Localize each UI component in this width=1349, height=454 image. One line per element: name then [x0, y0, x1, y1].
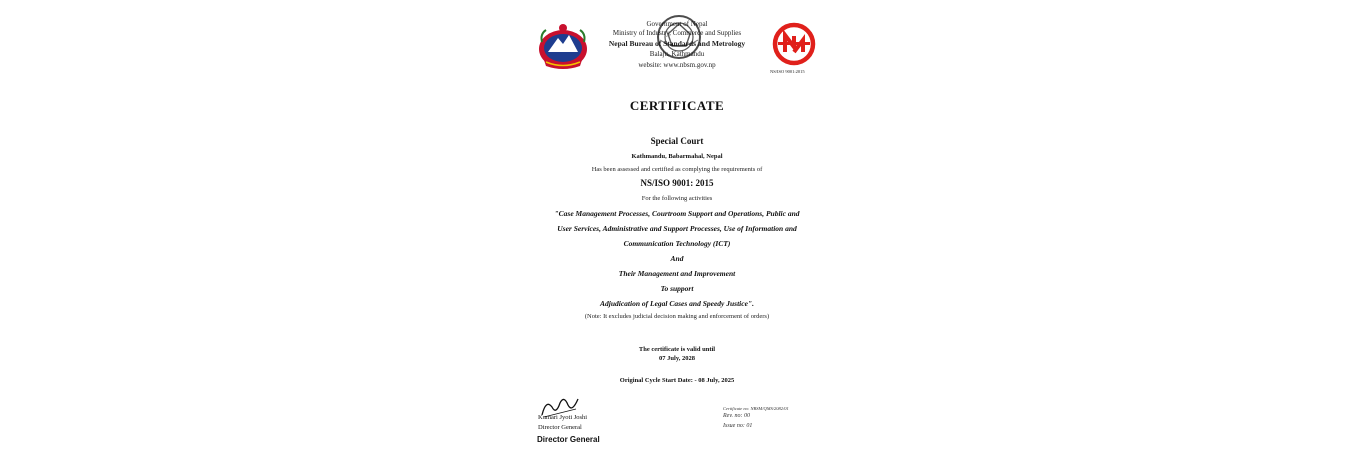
- header-line-address: Balaju, Kathmandu: [649, 50, 705, 58]
- signatory-title: Director General: [538, 424, 582, 431]
- signatory-name: Kumari Jyoti Joshi: [538, 414, 588, 421]
- activity-line: And: [670, 254, 684, 263]
- nbsm-logo-caption: NS/ISO 9001:2015: [770, 69, 805, 74]
- certificate-page: [522, 0, 832, 454]
- activity-line: User Services, Administrative and Support Processes, Use of Information and: [557, 224, 797, 233]
- header-line-bureau: Nepal Bureau of Standards and Metrology: [608, 39, 746, 48]
- activities-intro: For the following activities: [641, 195, 713, 202]
- organization-name: Special Court: [650, 136, 704, 146]
- assessed-statement: Has been assessed and certified as complying the requirements of: [591, 166, 763, 173]
- standard-name: NS/ISO 9001: 2015: [640, 178, 714, 188]
- activity-line: To support: [660, 284, 694, 293]
- scope-note: (Note: It excludes judicial decision making and enforcement of orders): [584, 313, 770, 320]
- header-website: website: www.nbsm.gov.np: [638, 61, 716, 69]
- director-general-stamp: Director General: [537, 435, 600, 444]
- activity-line: Communication Technology (ICT): [623, 239, 731, 248]
- header-line-ministry: Ministry of Industry, Commerce and Supplies: [612, 29, 742, 37]
- certificate-title: CERTIFICATE: [629, 98, 725, 113]
- activity-line: Their Management and Improvement: [618, 269, 736, 278]
- official-seal-icon: [650, 12, 708, 62]
- issue-number: Issue no: 01: [723, 423, 753, 429]
- organization-address: Kathmandu, Babarmahal, Nepal: [631, 153, 723, 160]
- activity-line: "Case Management Processes, Courtroom Support and Operations, Public and: [554, 209, 800, 218]
- validity-date: 07 July, 2028: [659, 355, 695, 362]
- revision-number: Rev. no: 00: [723, 413, 751, 419]
- original-cycle-date: Original Cycle Start Date: - 08 July, 2025: [619, 377, 735, 384]
- certificate-number: Certificate no: NBSM/QMS/2082/01: [723, 406, 789, 411]
- validity-label: The certificate is valid until: [638, 346, 716, 353]
- header-line-government: Government of Nepal: [646, 20, 708, 28]
- activity-line: Adjudication of Legal Cases and Speedy Justice".: [600, 299, 754, 308]
- nbsm-logo-icon: [772, 22, 816, 66]
